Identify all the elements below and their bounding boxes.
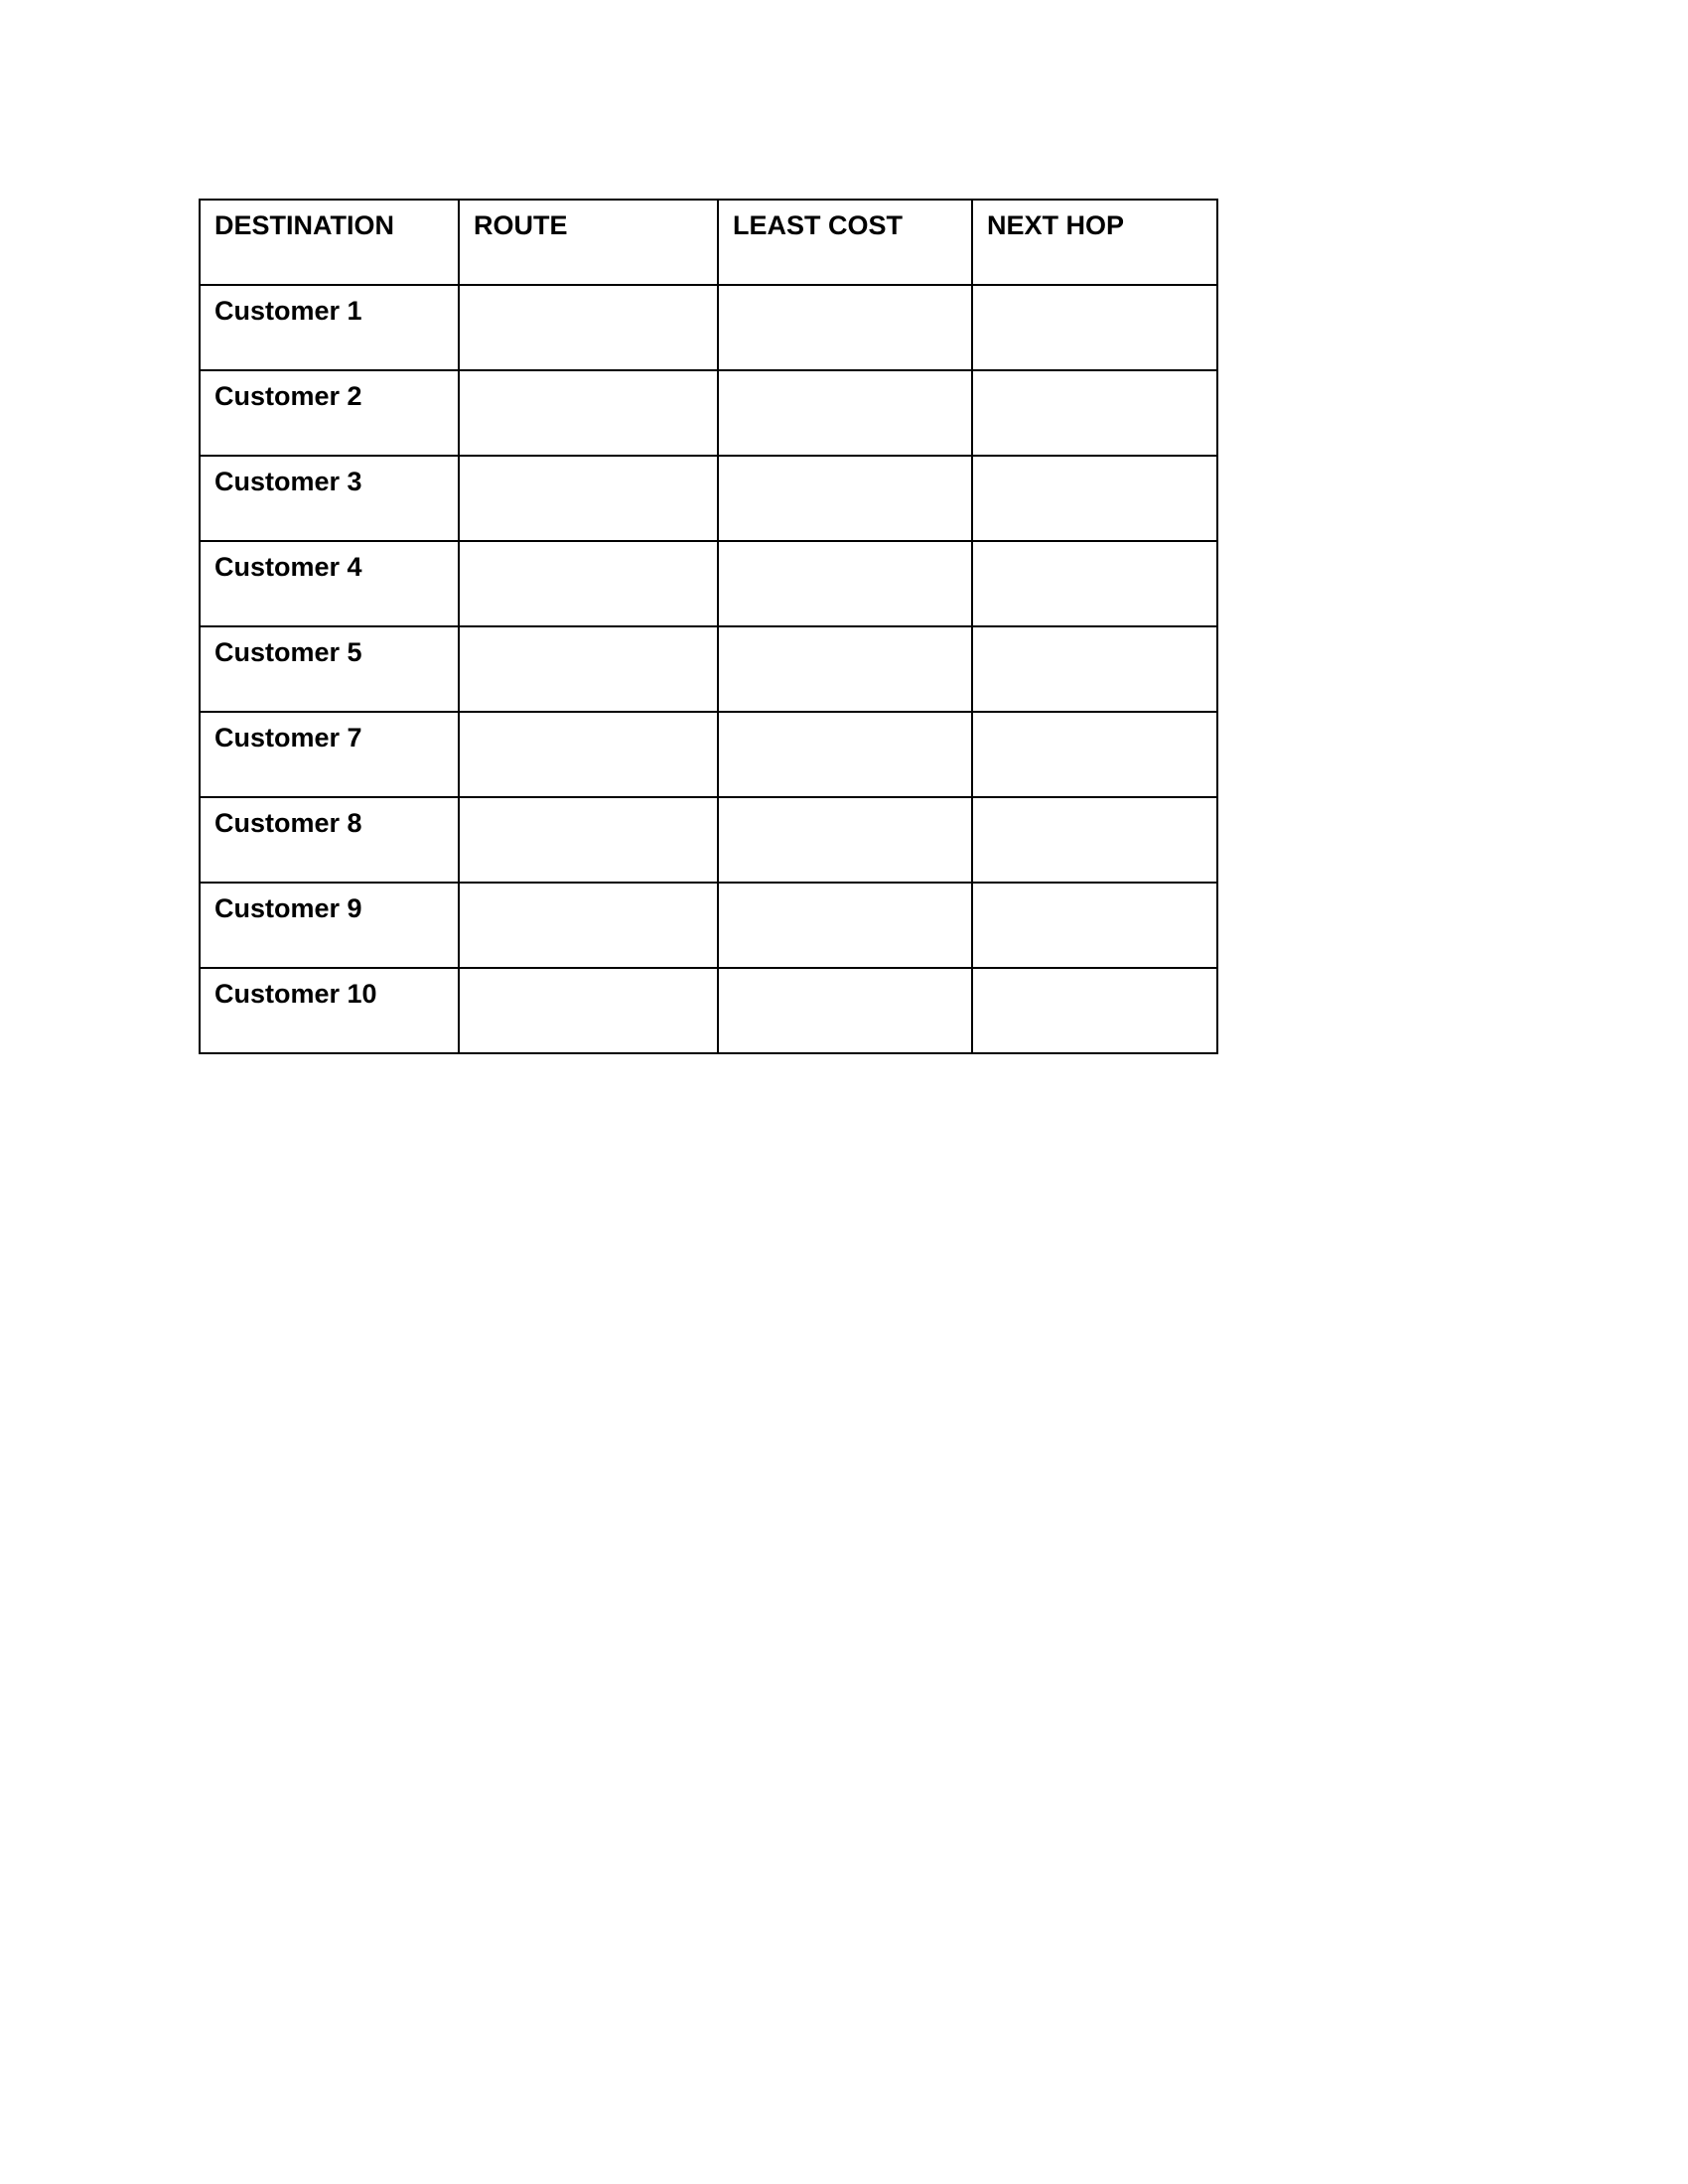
table-row <box>200 797 1217 883</box>
cell-least-cost <box>718 370 972 456</box>
cell-least-cost <box>718 797 972 883</box>
table-row <box>200 712 1217 797</box>
cell-route <box>459 626 718 712</box>
header-destination: DESTINATION <box>200 200 459 285</box>
routing-table <box>199 199 1218 1054</box>
table-row <box>200 541 1217 626</box>
cell-least-cost <box>718 541 972 626</box>
cell-destination: Customer 2 <box>200 370 459 456</box>
cell-route <box>459 883 718 968</box>
table-header-row <box>200 200 1217 285</box>
cell-destination: Customer 5 <box>200 626 459 712</box>
cell-least-cost <box>718 626 972 712</box>
cell-next-hop <box>972 712 1217 797</box>
cell-least-cost <box>718 456 972 541</box>
cell-next-hop <box>972 456 1217 541</box>
cell-least-cost <box>718 968 972 1053</box>
cell-destination: Customer 8 <box>200 797 459 883</box>
cell-next-hop <box>972 370 1217 456</box>
cell-route <box>459 285 718 370</box>
header-route: ROUTE <box>459 200 718 285</box>
cell-destination: Customer 4 <box>200 541 459 626</box>
cell-route <box>459 712 718 797</box>
cell-next-hop <box>972 285 1217 370</box>
table-row <box>200 456 1217 541</box>
cell-route <box>459 456 718 541</box>
cell-route <box>459 968 718 1053</box>
table-row <box>200 968 1217 1053</box>
table-row <box>200 370 1217 456</box>
table-row <box>200 285 1217 370</box>
header-next-hop: NEXT HOP <box>972 200 1217 285</box>
table-row <box>200 883 1217 968</box>
cell-next-hop <box>972 968 1217 1053</box>
cell-route <box>459 541 718 626</box>
cell-least-cost <box>718 712 972 797</box>
cell-least-cost <box>718 285 972 370</box>
cell-destination: Customer 3 <box>200 456 459 541</box>
cell-destination: Customer 1 <box>200 285 459 370</box>
cell-destination: Customer 10 <box>200 968 459 1053</box>
header-least-cost: LEAST COST <box>718 200 972 285</box>
cell-next-hop <box>972 626 1217 712</box>
cell-next-hop <box>972 797 1217 883</box>
cell-next-hop <box>972 883 1217 968</box>
cell-route <box>459 797 718 883</box>
table-row <box>200 626 1217 712</box>
cell-least-cost <box>718 883 972 968</box>
cell-destination: Customer 7 <box>200 712 459 797</box>
cell-next-hop <box>972 541 1217 626</box>
cell-destination: Customer 9 <box>200 883 459 968</box>
cell-route <box>459 370 718 456</box>
